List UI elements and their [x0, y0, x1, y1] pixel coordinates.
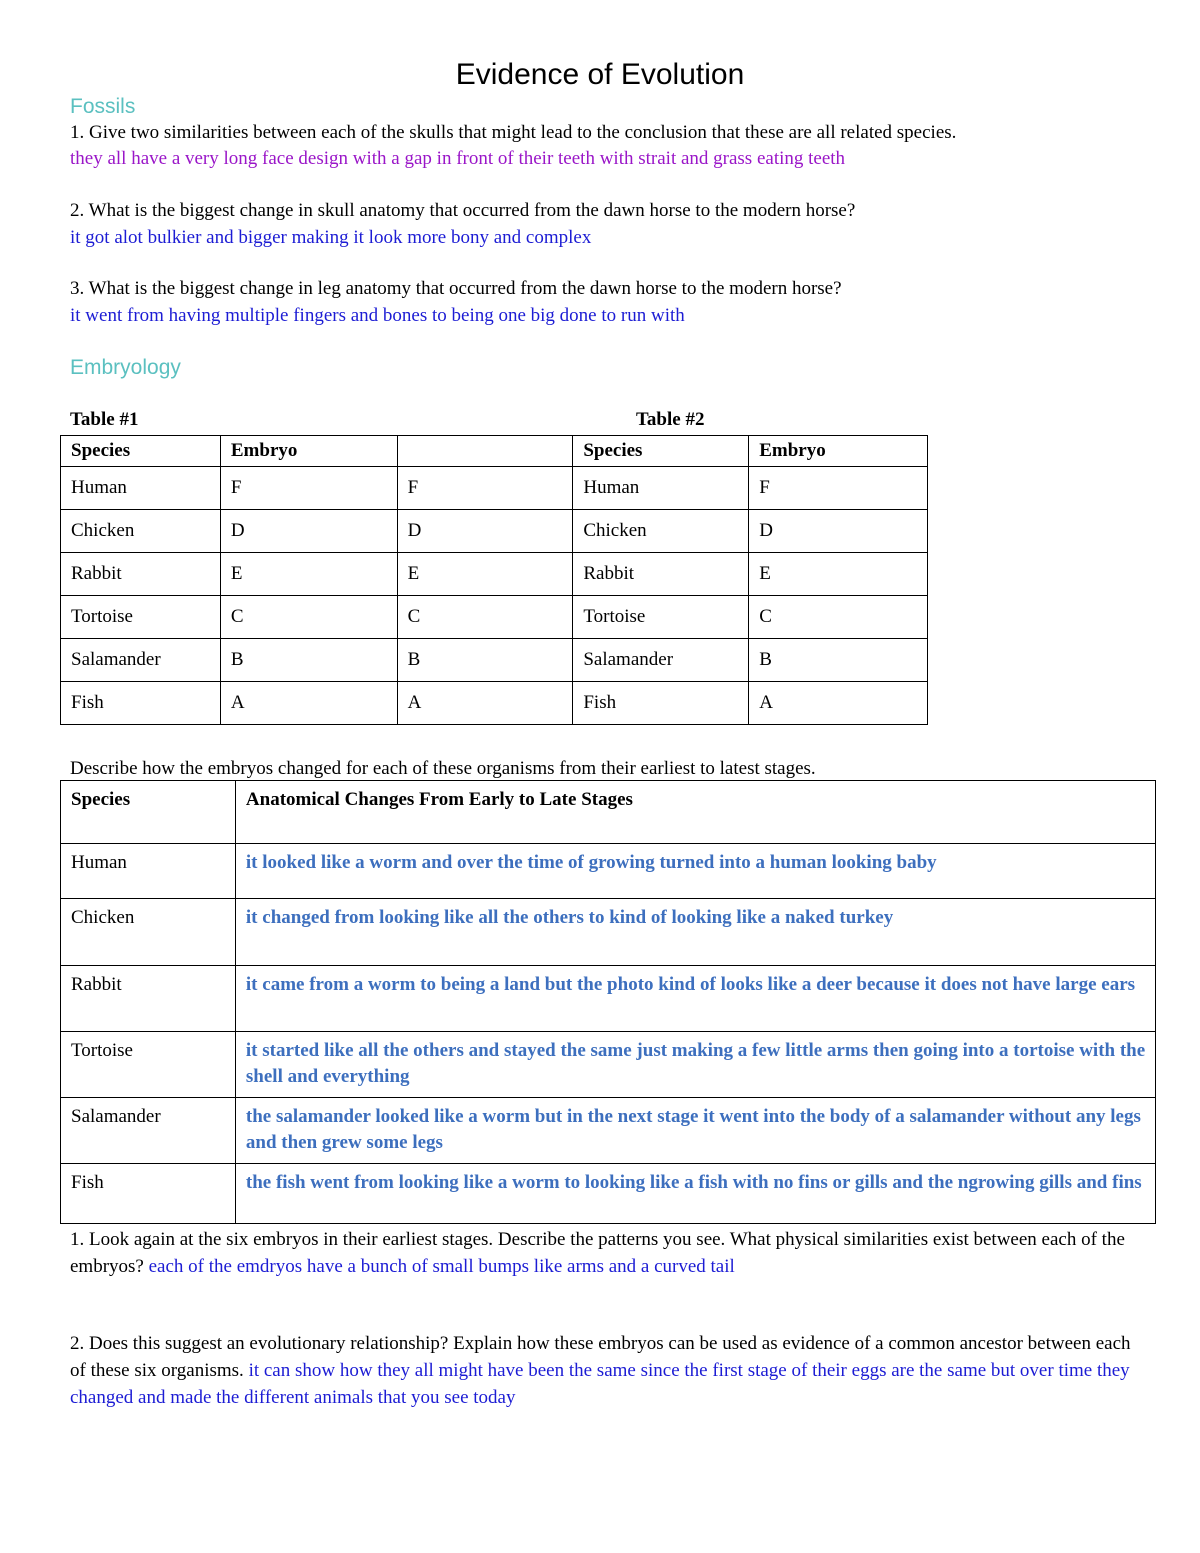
table-row [61, 1098, 1156, 1164]
species-cell: Chicken [61, 899, 236, 966]
cell: E [397, 553, 573, 596]
cell: Human [573, 467, 749, 510]
embryo-table [60, 435, 928, 725]
changes-prompt: Describe how the embryos changed for each of these organisms from their earliest to latest stages. [70, 758, 816, 779]
cell: D [749, 510, 928, 553]
cell: F [397, 467, 573, 510]
cell: Salamander [573, 639, 749, 682]
fossils-heading: Fossils [70, 95, 136, 118]
cell: Chicken [573, 510, 749, 553]
table-1-label: Table #1 [70, 409, 139, 430]
cell: B [749, 639, 928, 682]
cell: Human [61, 467, 221, 510]
cell: D [220, 510, 397, 553]
species-cell: Salamander [61, 1098, 236, 1164]
table-row [61, 682, 928, 725]
fossils-answer-1: they all have a very long face design with a gap in front of their teeth with strait and grass eating teeth [70, 148, 846, 169]
table-row [61, 1164, 1156, 1224]
final-question-2: 2. Does this suggest an evolutionary relationship? Explain how these embryos can be used as evidence of a common ancestor between each of these six organisms. [70, 1333, 1131, 1381]
cell: Salamander [61, 639, 221, 682]
final-question-2-block [70, 1330, 1140, 1411]
cell: B [220, 639, 397, 682]
cell: C [749, 596, 928, 639]
header-species-2: Species [573, 436, 749, 467]
header-embryo-1: Embryo [220, 436, 397, 467]
table-row [61, 1032, 1156, 1098]
cell: Fish [573, 682, 749, 725]
table-header-row [61, 781, 1156, 844]
cell: Rabbit [573, 553, 749, 596]
cell: B [397, 639, 573, 682]
header-embryo-2: Embryo [749, 436, 928, 467]
species-cell: Tortoise [61, 1032, 236, 1098]
cell: C [397, 596, 573, 639]
cell: Tortoise [61, 596, 221, 639]
table-row [61, 899, 1156, 966]
header-anatomical-changes: Anatomical Changes From Early to Late Stages [235, 781, 1155, 844]
cell: E [220, 553, 397, 596]
embryology-heading: Embryology [70, 356, 181, 379]
cell: Rabbit [61, 553, 221, 596]
change-cell: the fish went from looking like a worm to looking like a fish with no fins or gills and the ngrowing gills and fins [235, 1164, 1155, 1224]
table-row [61, 553, 928, 596]
table-2-label: Table #2 [636, 409, 705, 430]
table-row [61, 467, 928, 510]
final-answer-1: each of the emdryos have a bunch of small bumps like arms and a curved tail [148, 1256, 735, 1277]
table-header-row [61, 436, 928, 467]
final-question-1: 1. Look again at the six embryos in their earliest stages. Describe the patterns you see. What physical similarities exist between each of the embryos? [70, 1229, 1125, 1277]
change-cell: it came from a worm to being a land but the photo kind of looks like a deer because it does not have large ears [235, 966, 1155, 1032]
fossils-answer-2: it got alot bulkier and bigger making it look more bony and complex [70, 227, 592, 248]
cell: Fish [61, 682, 221, 725]
fossils-question-1: 1. Give two similarities between each of the skulls that might lead to the conclusion that these are all related species. [70, 122, 957, 143]
species-cell: Fish [61, 1164, 236, 1224]
header-species-1: Species [61, 436, 221, 467]
cell: A [220, 682, 397, 725]
page-title: Evidence of Evolution [455, 58, 745, 91]
species-cell: Rabbit [61, 966, 236, 1032]
table-row [61, 844, 1156, 899]
species-cell: Human [61, 844, 236, 899]
cell: E [749, 553, 928, 596]
table-row [61, 966, 1156, 1032]
table-row [61, 639, 928, 682]
table-row [61, 510, 928, 553]
fossils-question-3: 3. What is the biggest change in leg anatomy that occurred from the dawn horse to the modern horse? [70, 278, 842, 299]
fossils-question-2: 2. What is the biggest change in skull anatomy that occurred from the dawn horse to the modern horse? [70, 200, 856, 221]
header-species: Species [61, 781, 236, 844]
change-cell: it looked like a worm and over the time of growing turned into a human looking baby [235, 844, 1155, 899]
final-answer-2: it can show how they all might have been the same since the first stage of their eggs are the same but over time they changed and made the different animals that you see today [70, 1360, 1130, 1408]
change-cell: it changed from looking like all the others to kind of looking like a naked turkey [235, 899, 1155, 966]
cell: D [397, 510, 573, 553]
cell: Chicken [61, 510, 221, 553]
cell: F [749, 467, 928, 510]
cell: Tortoise [573, 596, 749, 639]
cell: A [397, 682, 573, 725]
change-cell: the salamander looked like a worm but in the next stage it went into the body of a salamander without any legs and then grew some legs [235, 1098, 1155, 1164]
cell: F [220, 467, 397, 510]
changes-table [60, 780, 1156, 1224]
table-row [61, 596, 928, 639]
change-cell: it started like all the others and stayed the same just making a few little arms then going into a tortoise with the shell and everything [235, 1032, 1155, 1098]
cell: A [749, 682, 928, 725]
final-question-1-block [70, 1226, 1140, 1280]
fossils-answer-3: it went from having multiple fingers and bones to being one big done to run with [70, 305, 685, 326]
header-blank [397, 436, 573, 467]
cell: C [220, 596, 397, 639]
